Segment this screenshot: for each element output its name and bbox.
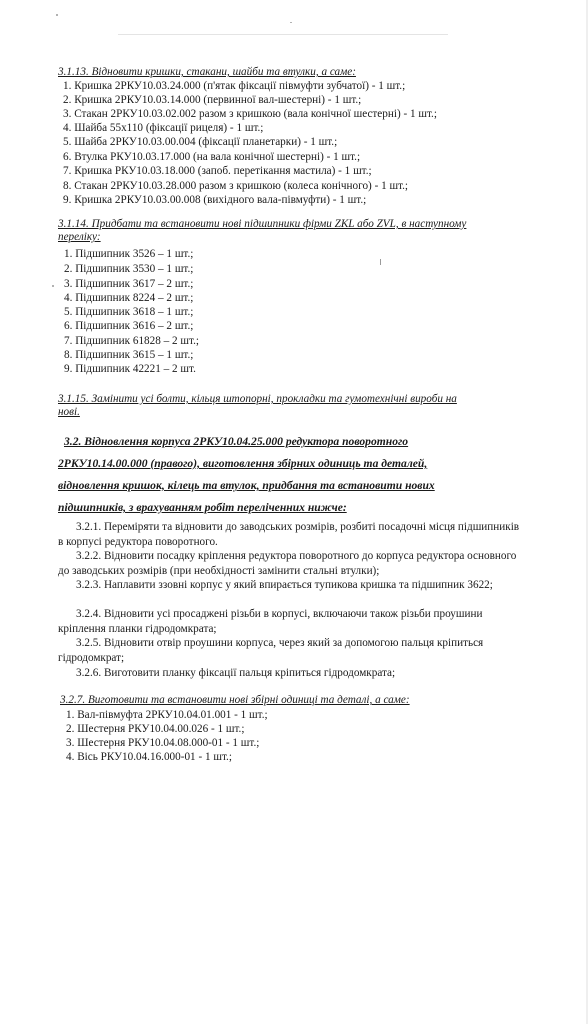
list-item: 1. Вал-півмуфта 2РКУ10.04.01.001 - 1 шт.; xyxy=(66,709,268,721)
paragraph-3-2-3: 3.2.3. Наплавити ззовні корпус у який впирається тупикова кришка та підшипник 3622; xyxy=(76,579,493,591)
list-item: 6. Підшипник 3616 – 2 шт.; xyxy=(64,320,194,332)
list-item: 1. Підшипник 3526 – 1 шт.; xyxy=(64,248,194,260)
scan-speck xyxy=(56,14,58,16)
section-3-1-14-heading: 3.1.14. Придбати та встановити нові підшипники фірми ZKL або ZVL, в наступному xyxy=(58,218,467,230)
section-3-2-heading-line: 2РКУ10.14.00.000 (правого), виготовлення збірних одиниць та деталей, xyxy=(58,457,428,470)
scan-speck xyxy=(290,22,292,23)
list-item: 8. Підшипник 3615 – 1 шт.; xyxy=(64,349,194,361)
paragraph-3-2-4: 3.2.4. Відновити усі просаджені різьби в корпусі, включаючи також різьби проушини кріплення планки гідродомкрата; xyxy=(58,608,483,635)
list-item: 1. Кришка 2РКУ10.03.24.000 (п'ятак фіксації півмуфти зубчатої) - 1 шт.; xyxy=(63,80,406,92)
list-item: 7. Підшипник 61828 – 2 шт.; xyxy=(64,335,199,347)
scan-speck xyxy=(380,259,381,265)
section-3-2-heading-line: підшипників, з врахуванням робіт переліченних нижче: xyxy=(58,501,347,514)
list-item: 4. Шайба 55х110 (фіксації рицеля) - 1 шт.; xyxy=(63,122,264,134)
list-item: 5. Підшипник 3618 – 1 шт.; xyxy=(64,306,194,318)
list-item: 9. Підшипник 42221 – 2 шт. xyxy=(64,363,196,375)
list-item: 2. Підшипник 3530 – 1 шт.; xyxy=(64,263,194,275)
list-item: 3. Стакан 2РКУ10.03.02.002 разом з кришкою (вала конічної шестерні) - 1 шт.; xyxy=(63,108,437,120)
section-3-1-15-heading-continued: нові. xyxy=(58,406,80,418)
list-item: 5. Шайба 2РКУ10.03.00.004 (фіксації планетарки) - 1 шт.; xyxy=(63,136,338,148)
list-item: 2. Шестерня РКУ10.04.00.026 - 1 шт.; xyxy=(66,723,245,735)
paragraph-3-2-5: 3.2.5. Відновити отвір проушини корпуса, через який за допомогою пальця кріпиться гідродомкрат; xyxy=(58,637,484,664)
paragraph-3-2-6: 3.2.6. Виготовити планку фіксації пальця кріпиться гідродомкрата; xyxy=(76,667,396,679)
section-3-1-14-heading-continued: переліку: xyxy=(58,231,101,243)
section-3-1-15-heading: 3.1.15. Замінити усі болти, кільця штопорні, прокладки та гумотехнічні вироби на xyxy=(58,393,457,405)
section-3-2-7-heading: 3.2.7. Виготовити та встановити нові збірні одиниці та деталі, а саме: xyxy=(60,694,410,706)
paragraph-3-2-2: 3.2.2. Відновити посадку кріплення редуктора поворотного до корпуса редуктора основного до заводських розмірів (при необхідності замінити стальні втулки); xyxy=(58,550,517,577)
list-item: 3. Підшипник 3617 – 2 шт.; xyxy=(64,278,194,290)
list-item: 2. Кришка 2РКУ10.03.14.000 (первинної вал-шестерні) - 1 шт.; xyxy=(63,94,362,106)
paragraph-3-2-1: 3.2.1. Переміряти та відновити до заводських розмірів, розбиті посадочні місця підшипників в корпусі редуктора поворотного. xyxy=(58,521,520,548)
list-item: 8. Стакан 2РКУ10.03.28.000 разом з кришкою (колеса конічного) - 1 шт.; xyxy=(63,180,409,192)
list-item: 4. Вісь РКУ10.04.16.000-01 - 1 шт.; xyxy=(66,751,232,763)
section-3-1-13-heading: 3.1.13. Відновити кришки, стакани, шайби та втулки, а саме: xyxy=(58,66,356,78)
list-item: 4. Підшипник 8224 – 2 шт.; xyxy=(64,292,194,304)
section-3-2-heading-line: відновлення кришок, кілець та втулок, придбання та встановити нових xyxy=(58,479,435,492)
list-item: 3. Шестерня РКУ10.04.08.000-01 - 1 шт.; xyxy=(66,737,260,749)
list-item: 6. Втулка РКУ10.03.17.000 (на вала конічної шестерні) - 1 шт.; xyxy=(63,151,361,163)
scan-artifact-line xyxy=(118,34,448,35)
list-item: 7. Кришка РКУ10.03.18.000 (запоб. перетікання мастила) - 1 шт.; xyxy=(63,165,372,177)
scan-speck xyxy=(52,285,54,287)
list-item: 9. Кришка 2РКУ10.03.00.008 (вихідного вала-півмуфти) - 1 шт.; xyxy=(63,194,367,206)
section-3-2-heading: 3.2. Відновлення корпуса 2РКУ10.04.25.000 редуктора поворотного xyxy=(64,435,409,448)
